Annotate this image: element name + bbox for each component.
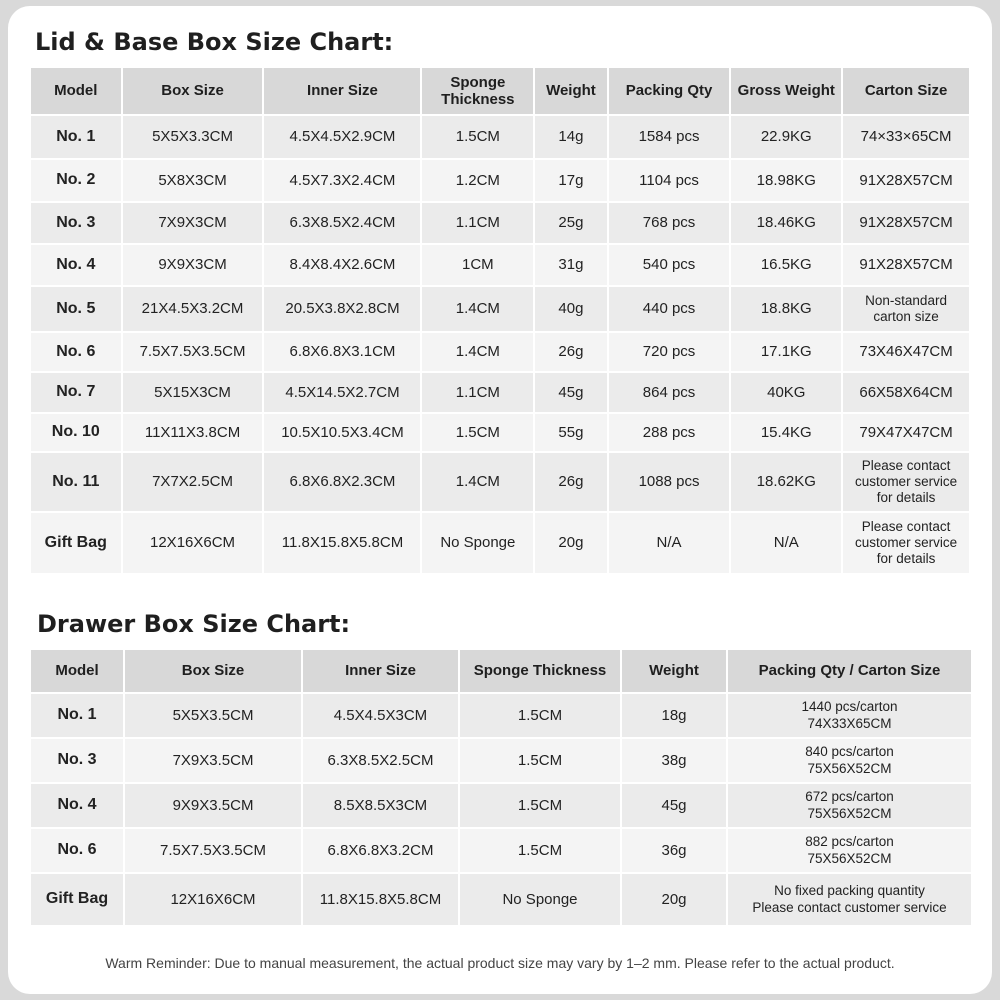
cell-text-line: 36g: [661, 841, 687, 859]
cell-text-line: 7.5X7.5X3.5CM: [160, 841, 266, 859]
cell-text-line: 6.8X6.8X3.2CM: [327, 841, 434, 859]
table-cell: [123, 414, 263, 451]
cell-text-line: 4.5X7.3X2.4CM: [289, 171, 396, 189]
cell-text-line: No. 1: [57, 706, 97, 724]
table-cell: [264, 160, 420, 201]
cell-text-line: Gross Weight: [737, 82, 835, 100]
cell-text-line: 74×33×65CM: [860, 128, 952, 146]
cell-text-line: 91X28X57CM: [859, 256, 953, 274]
table-cell: [303, 829, 458, 872]
cell-text-line: No. 5: [56, 299, 96, 317]
model-cell: [31, 453, 121, 511]
cell-text-line: 440 pcs: [642, 300, 696, 318]
cell-text-line: 4.5X14.5X2.7CM: [285, 383, 400, 401]
table-row: [31, 829, 971, 872]
cell-text-line: 1.1CM: [455, 383, 500, 401]
cell-text-line: 17.1KG: [760, 343, 812, 361]
table-cell: [622, 784, 726, 827]
cell-text-line: Inner Size: [345, 662, 416, 680]
cell-text-line: 73X46X47CM: [859, 343, 953, 361]
table-cell: [123, 513, 263, 573]
cell-text-line: Please contact customer service: [752, 899, 947, 915]
table-cell: [460, 784, 620, 827]
table-row: [31, 694, 971, 737]
cell-text-line: No. 4: [57, 796, 97, 814]
table-cell: [622, 874, 726, 925]
table-cell: [728, 829, 971, 872]
table-cell: [843, 513, 969, 573]
table-cell: [731, 373, 841, 412]
cell-text-line: 18.46KG: [756, 214, 816, 232]
table-cell: [123, 287, 263, 331]
table-cell: [622, 829, 726, 872]
table-row: [31, 513, 969, 573]
cell-text-line: N/A: [773, 534, 799, 552]
table-row: [31, 453, 969, 511]
table-row: [31, 784, 971, 827]
table-cell: [728, 694, 971, 737]
table-cell: [535, 513, 606, 573]
table-cell: [843, 116, 969, 158]
table-cell: [535, 160, 606, 201]
table-cell: [460, 739, 620, 782]
table-cell: [728, 739, 971, 782]
table-cell: [843, 287, 969, 331]
table-cell: [843, 203, 969, 243]
cell-text-line: 1.1CM: [455, 214, 500, 232]
table-cell: [264, 373, 420, 412]
cell-text-line: 882 pcs/carton: [805, 834, 894, 850]
cell-text-line: 768 pcs: [642, 214, 696, 232]
model-cell: [31, 373, 121, 412]
table-cell: [123, 453, 263, 511]
cell-text-line: 45g: [558, 383, 584, 401]
cell-text-line: 672 pcs/carton: [805, 789, 894, 805]
cell-text-line: 40g: [558, 300, 584, 318]
cell-text-line: 21X4.5X3.2CM: [141, 300, 244, 318]
table-cell: [609, 160, 730, 201]
cell-text-line: 18g: [661, 706, 687, 724]
cell-text-line: 1CM: [462, 256, 494, 274]
cell-text-line: Sponge: [450, 73, 506, 91]
table-cell: [728, 874, 971, 925]
table-cell: [609, 116, 730, 158]
table-cell: [123, 160, 263, 201]
table-cell: [422, 203, 533, 243]
table-cell: [609, 245, 730, 285]
cell-text-line: No. 2: [56, 171, 96, 189]
cell-text-line: carton size: [873, 309, 939, 324]
cell-text-line: 91X28X57CM: [859, 214, 953, 232]
model-cell: [31, 245, 121, 285]
table-cell: [264, 333, 420, 371]
table-cell: [303, 874, 458, 925]
cell-text-line: 20.5X3.8X2.8CM: [285, 300, 400, 318]
table-cell: [460, 694, 620, 737]
table-cell: [422, 287, 533, 331]
cell-text-line: Packing Qty: [625, 82, 713, 100]
cell-text-line: 1.2CM: [455, 171, 500, 189]
cell-text-line: 5X8X3CM: [158, 171, 227, 189]
cell-text-line: 540 pcs: [642, 256, 696, 274]
cell-text-line: Weight: [649, 662, 699, 680]
cell-text-line: 1.4CM: [455, 473, 500, 491]
table-cell: [422, 513, 533, 573]
cell-text-line: 7X9X3.5CM: [172, 751, 254, 769]
cell-text-line: 20g: [558, 534, 584, 552]
column-header: [303, 650, 458, 692]
cell-text-line: 74X33X65CM: [807, 715, 892, 731]
cell-text-line: 38g: [661, 751, 687, 769]
drawer-chart-title: Drawer Box Size Chart:: [37, 610, 351, 638]
cell-text-line: 40KG: [767, 383, 806, 401]
model-cell: [31, 829, 123, 872]
table-cell: [843, 333, 969, 371]
cell-text-line: Thickness: [441, 91, 515, 108]
cell-text-line: 6.8X6.8X2.3CM: [289, 473, 396, 491]
table-cell: [731, 414, 841, 451]
model-cell: [31, 333, 121, 371]
cell-text-line: No Sponge: [502, 890, 578, 908]
table-cell: [264, 453, 420, 511]
table-cell: [422, 414, 533, 451]
table-cell: [843, 453, 969, 511]
cell-text-line: 75X56X52CM: [807, 760, 892, 776]
table-cell: [422, 116, 533, 158]
column-header: [123, 68, 263, 114]
cell-text-line: 22.9KG: [760, 128, 812, 146]
cell-text-line: Packing Qty / Carton Size: [758, 662, 941, 680]
cell-text-line: 9X9X3CM: [158, 256, 227, 274]
table-row: [31, 333, 969, 371]
table-row: [31, 373, 969, 412]
cell-text-line: Gift Bag: [45, 890, 109, 908]
table-cell: [535, 245, 606, 285]
cell-text-line: 7X7X2.5CM: [152, 473, 233, 491]
table-cell: [843, 373, 969, 412]
cell-text-line: 1.5CM: [517, 796, 563, 814]
cell-text-line: 16.5KG: [760, 256, 812, 274]
cell-text-line: N/A: [656, 534, 682, 552]
table-row: [31, 739, 971, 782]
cell-text-line: Weight: [546, 82, 596, 100]
column-header: [535, 68, 606, 114]
table-cell: [422, 160, 533, 201]
cell-text-line: 1440 pcs/carton: [801, 699, 898, 715]
cell-text-line: 1584 pcs: [638, 128, 700, 146]
column-header: [609, 68, 730, 114]
table-cell: [731, 203, 841, 243]
cell-text-line: No. 10: [51, 423, 100, 441]
table-row: [31, 245, 969, 285]
cell-text-line: Inner Size: [307, 82, 378, 100]
cell-text-line: 1.5CM: [517, 706, 563, 724]
table-cell: [125, 739, 301, 782]
table-cell: [125, 694, 301, 737]
column-header: [31, 68, 121, 114]
cell-text-line: 17g: [558, 171, 584, 189]
table-cell: [622, 694, 726, 737]
cell-text-line: 45g: [661, 796, 687, 814]
cell-text-line: 1.5CM: [455, 128, 500, 146]
column-header: [622, 650, 726, 692]
table-cell: [535, 116, 606, 158]
cell-text-line: for details: [876, 551, 936, 567]
table-cell: [303, 784, 458, 827]
model-cell: [31, 203, 121, 243]
cell-text-line: 7X9X3CM: [158, 214, 227, 232]
drawer-table: [29, 648, 973, 927]
column-header: [422, 68, 533, 114]
cell-text-line: Non-standard: [865, 292, 947, 308]
cell-text-line: Box Size: [161, 82, 224, 100]
cell-text-line: customer service: [855, 473, 958, 489]
cell-text-line: for details: [876, 490, 936, 506]
table-cell: [123, 245, 263, 285]
table-cell: [609, 373, 730, 412]
cell-text-line: No. 3: [57, 751, 97, 769]
model-cell: [31, 160, 121, 201]
table-cell: [422, 453, 533, 511]
column-header: [125, 650, 301, 692]
cell-text-line: 840 pcs/carton: [805, 744, 894, 760]
cell-text-line: 25g: [558, 214, 584, 232]
cell-text-line: 10.5X10.5X3.4CM: [281, 423, 404, 441]
cell-text-line: 4.5X4.5X3CM: [333, 706, 428, 724]
cell-text-line: 15.4KG: [760, 423, 812, 441]
cell-text-line: 14g: [558, 128, 584, 146]
cell-text-line: 288 pcs: [642, 423, 696, 441]
column-header: [731, 68, 841, 114]
table-cell: [125, 829, 301, 872]
table-cell: [422, 245, 533, 285]
table-cell: [535, 373, 606, 412]
cell-text-line: 1104 pcs: [639, 171, 699, 189]
table-cell: [125, 784, 301, 827]
cell-text-line: 26g: [558, 343, 584, 361]
cell-text-line: No. 6: [57, 841, 97, 859]
column-header: [728, 650, 971, 692]
cell-text-line: 1.5CM: [455, 423, 500, 441]
table-cell: [535, 287, 606, 331]
model-cell: [31, 513, 121, 573]
cell-text-line: 12X16X6CM: [170, 890, 256, 908]
table-cell: [264, 245, 420, 285]
cell-text-line: 720 pcs: [642, 343, 696, 361]
table-cell: [123, 333, 263, 371]
cell-text-line: Carton Size: [864, 82, 948, 100]
model-cell: [31, 694, 123, 737]
cell-text-line: 4.5X4.5X2.9CM: [289, 128, 396, 146]
table-cell: [303, 694, 458, 737]
cell-text-line: No. 3: [56, 213, 96, 231]
cell-text-line: 1.4CM: [455, 300, 500, 318]
table-cell: [460, 874, 620, 925]
table-cell: [264, 116, 420, 158]
table-cell: [731, 513, 841, 573]
cell-text-line: Please contact: [861, 457, 951, 473]
cell-text-line: 31g: [558, 256, 584, 274]
cell-text-line: 8.5X8.5X3CM: [333, 796, 428, 814]
table-cell: [264, 414, 420, 451]
lid-base-chart-title: Lid & Base Box Size Chart:: [35, 28, 394, 56]
cell-text-line: 55g: [558, 423, 584, 441]
table-cell: [422, 333, 533, 371]
cell-text-line: 1.5CM: [517, 751, 563, 769]
cell-text-line: 1.4CM: [455, 343, 500, 361]
cell-text-line: 6.3X8.5X2.4CM: [289, 214, 396, 232]
cell-text-line: 75X56X52CM: [807, 805, 892, 821]
table-cell: [609, 414, 730, 451]
table-cell: [609, 287, 730, 331]
column-header: [460, 650, 620, 692]
cell-text-line: No fixed packing quantity: [774, 883, 925, 899]
table-cell: [264, 203, 420, 243]
cell-text-line: Sponge Thickness: [473, 662, 607, 680]
table-cell: [731, 116, 841, 158]
lid-base-table: [29, 66, 971, 575]
table-row: [31, 414, 969, 451]
cell-text-line: Model: [54, 82, 98, 100]
table-cell: [731, 453, 841, 511]
cell-text-line: 26g: [558, 473, 584, 491]
table-cell: [843, 414, 969, 451]
table-cell: [609, 513, 730, 573]
model-cell: [31, 784, 123, 827]
column-header: [31, 650, 123, 692]
table-cell: [123, 373, 263, 412]
model-cell: [31, 739, 123, 782]
model-cell: [31, 116, 121, 158]
model-cell: [31, 414, 121, 451]
table-cell: [843, 245, 969, 285]
cell-text-line: No. 1: [56, 127, 96, 145]
table-cell: [422, 373, 533, 412]
drawer-table-header: [31, 650, 971, 692]
table-row: [31, 203, 969, 243]
table-cell: [609, 333, 730, 371]
table-row: [31, 116, 969, 158]
cell-text-line: 1088 pcs: [638, 473, 700, 491]
cell-text-line: 9X9X3.5CM: [172, 796, 254, 814]
table-cell: [622, 739, 726, 782]
cell-text-line: Model: [55, 662, 99, 680]
table-cell: [609, 203, 730, 243]
table-cell: [535, 453, 606, 511]
table-cell: [731, 287, 841, 331]
column-header: [843, 68, 969, 114]
cell-text-line: 11X11X3.8CM: [144, 423, 241, 441]
cell-text-line: No. 11: [52, 472, 100, 490]
cell-text-line: 18.62KG: [756, 473, 816, 491]
cell-text-line: No Sponge: [440, 534, 516, 552]
model-cell: [31, 874, 123, 925]
table-cell: [264, 287, 420, 331]
warm-reminder: Warm Reminder: Due to manual measurement, the actual product size may vary by 1–2 mm. Please refer to the actual product.: [105, 955, 895, 971]
cell-text-line: 11.8X15.8X5.8CM: [319, 890, 442, 908]
cell-text-line: 18.8KG: [760, 300, 812, 318]
cell-text-line: No. 4: [56, 255, 96, 273]
cell-text-line: 6.3X8.5X2.5CM: [327, 751, 434, 769]
cell-text-line: customer service: [855, 534, 958, 550]
cell-text-line: Box Size: [181, 662, 245, 680]
table-cell: [460, 829, 620, 872]
cell-text-line: 6.8X6.8X3.1CM: [289, 343, 396, 361]
cell-text-line: Please contact: [861, 518, 951, 534]
table-cell: [535, 203, 606, 243]
cell-text-line: 7.5X7.5X3.5CM: [139, 343, 246, 361]
table-cell: [731, 160, 841, 201]
table-cell: [535, 414, 606, 451]
cell-text-line: 66X58X64CM: [859, 383, 953, 401]
table-cell: [125, 874, 301, 925]
table-cell: [123, 116, 263, 158]
cell-text-line: 12X16X6CM: [150, 534, 236, 552]
table-row: [31, 287, 969, 331]
cell-text-line: 5X15X3CM: [154, 383, 231, 401]
table-cell: [535, 333, 606, 371]
cell-text-line: 79X47X47CM: [859, 423, 953, 441]
table-row: [31, 874, 971, 925]
table-cell: [264, 513, 420, 573]
cell-text-line: No. 6: [56, 342, 96, 360]
cell-text-line: Gift Bag: [44, 533, 107, 551]
table-cell: [728, 784, 971, 827]
table-cell: [609, 453, 730, 511]
cell-text-line: 5X5X3.5CM: [172, 706, 254, 724]
table-cell: [843, 160, 969, 201]
table-row: [31, 160, 969, 201]
cell-text-line: 75X56X52CM: [807, 850, 892, 866]
table-cell: [123, 203, 263, 243]
drawer-table-body: [31, 694, 971, 925]
table-cell: [731, 245, 841, 285]
lid-base-table-header: [31, 68, 969, 114]
cell-text-line: 8.4X8.4X2.6CM: [289, 256, 396, 274]
lid-base-table-body: [31, 116, 969, 573]
cell-text-line: 91X28X57CM: [859, 171, 953, 189]
cell-text-line: 1.5CM: [517, 841, 563, 859]
cell-text-line: 5X5X3.3CM: [152, 128, 233, 146]
column-header: [264, 68, 420, 114]
table-cell: [303, 739, 458, 782]
cell-text-line: 11.8X15.8X5.8CM: [281, 534, 404, 552]
model-cell: [31, 287, 121, 331]
cell-text-line: 20g: [661, 890, 687, 908]
cell-text-line: 18.98KG: [756, 171, 816, 189]
table-cell: [731, 333, 841, 371]
cell-text-line: 864 pcs: [642, 383, 696, 401]
cell-text-line: No. 7: [56, 383, 96, 401]
